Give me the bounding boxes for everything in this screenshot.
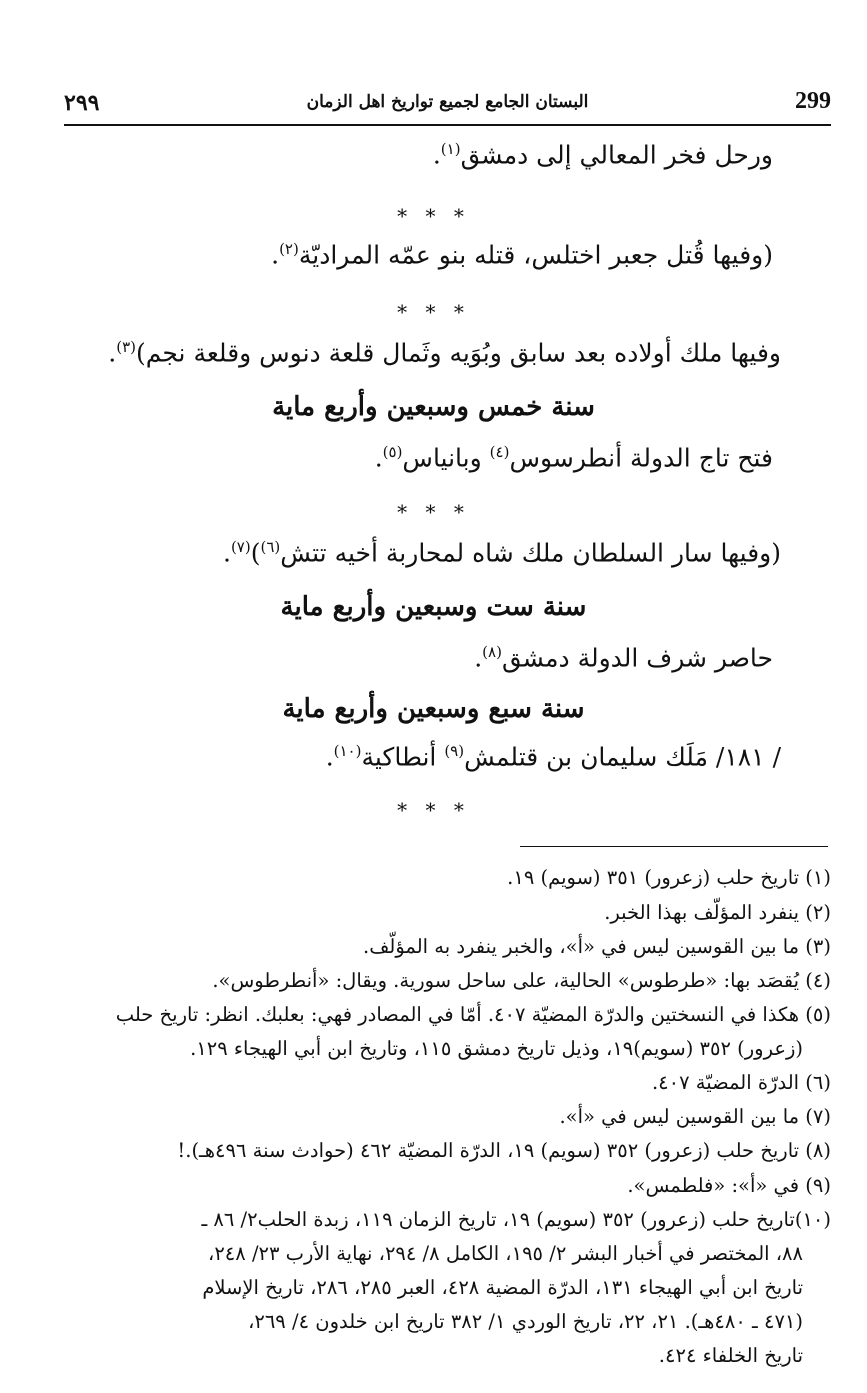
footnote-4: (٤) يُقصَد بها: «طرطوس» الحالية، على ساحل سورية. ويقال: «أنطرطوس». <box>212 969 831 992</box>
footnote-6: (٦) الدرّة المضيّة ٤٠٧. <box>651 1071 831 1094</box>
header-rule <box>64 124 831 126</box>
separator-stars-1: * * * <box>397 204 470 228</box>
year-heading-476: سنة ست وسبعين وأربع ماية <box>280 592 587 622</box>
text-line-7: / ١٨١/ مَلَك سليمان بن قتلمش$^{(٩)}$ أنطاكية$^{(١٠)}$. <box>325 742 781 772</box>
separator-stars-4: * * * <box>397 798 470 822</box>
separator-stars-2: * * * <box>397 300 470 324</box>
separator-stars-3: * * * <box>397 500 470 524</box>
footnote-7: (٧) ما بين القوسين ليس في «أ». <box>559 1105 831 1128</box>
text-line-2: (وفيها قُتل جعبر اختلس، قتله بنو عمّه المراديّة$^{(٢)}$. <box>271 240 773 270</box>
text-line-5: (وفيها سار السلطان ملك شاه لمحاربة أخيه تتش$^{(٦)}$)$^{(٧)}$. <box>222 538 781 568</box>
text-line-4: فتح تاج الدولة أنطرسوس$^{(٤)}$ وبانياس$^{(٥)}$. <box>374 443 773 473</box>
text-line-1: ورحل فخر المعالي إلى دمشق$^{(١)}$. <box>432 140 773 170</box>
footnote-8: (٨) تاريخ حلب (زعرور) ٣٥٢ (سويم) ١٩، الدرّة المضيّة ٤٦٢ (حوادث سنة ٤٩٦هـ).! <box>177 1139 831 1162</box>
page-number-arabic: ٢٩٩ <box>64 90 100 116</box>
running-header <box>64 86 831 122</box>
footnote-10-line-2: ٨٨، المختصر في أخبار البشر ٢/ ١٩٥، الكامل ٨/ ٢٩٤، نهاية الأرب ٢٣/ ٢٤٨، <box>208 1242 803 1265</box>
footnote-rule <box>520 846 828 847</box>
footnote-10-line-4: (٤٧١ ـ ٤٨٠هـ). ٢١، ٢٢، تاريخ الوردي ١/ ٣٨٢ تاريخ ابن خلدون ٤/ ٢٦٩، <box>248 1310 803 1333</box>
footnote-2: (٢) ينفرد المؤلّف بهذا الخبر. <box>604 901 831 924</box>
footnote-9: (٩) في «أ»: «فلطمس». <box>627 1174 831 1197</box>
text-line-3: وفيها ملك أولاده بعد سابق وبُوَيه وثَمال قلعة دنوس وقلعة نجم)$^{(٣)}$. <box>108 338 781 368</box>
footnote-3: (٣) ما بين القوسين ليس في «أ»، والخبر ينفرد به المؤلّف. <box>363 935 831 958</box>
footnote-5-continued: (زعرور) ٣٥٢ (سويم)١٩، وذيل تاريخ دمشق ١١٥، وتاريخ ابن أبي الهيجاء ١٢٩. <box>190 1037 803 1060</box>
year-heading-475: سنة خمس وسبعين وأربع ماية <box>272 392 595 422</box>
year-heading-477: سنة سبع وسبعين وأربع ماية <box>282 694 585 724</box>
footnote-5: (٥) هكذا في النسختين والدرّة المضيّة ٤٠٧. أمّا في المصادر فهي: بعلبك. انظر: تاريخ حلب <box>115 1003 831 1026</box>
footnote-10-line-3: تاريخ ابن أبي الهيجاء ١٣١، الدرّة المضية ٤٢٨، العبر ٢٨٥، ٢٨٦، تاريخ الإسلام <box>202 1276 803 1299</box>
footnote-1: (١) تاريخ حلب (زعرور) ٣٥١ (سويم) ١٩. <box>507 866 831 889</box>
text-line-6: حاصر شرف الدولة دمشق$^{(٨)}$. <box>474 643 773 673</box>
footnote-10-line-5: تاريخ الخلفاء ٤٢٤. <box>658 1344 803 1367</box>
running-title: البستان الجامع لجميع تواريخ اهل الزمان <box>306 92 589 112</box>
footnote-10: (١٠)تاريخ حلب (زعرور) ٣٥٢ (سويم) ١٩، تاريخ الزمان ١١٩، زبدة الحلب٢/ ٨٦ ـ <box>201 1208 831 1231</box>
page-number-latin: 299 <box>795 88 831 114</box>
